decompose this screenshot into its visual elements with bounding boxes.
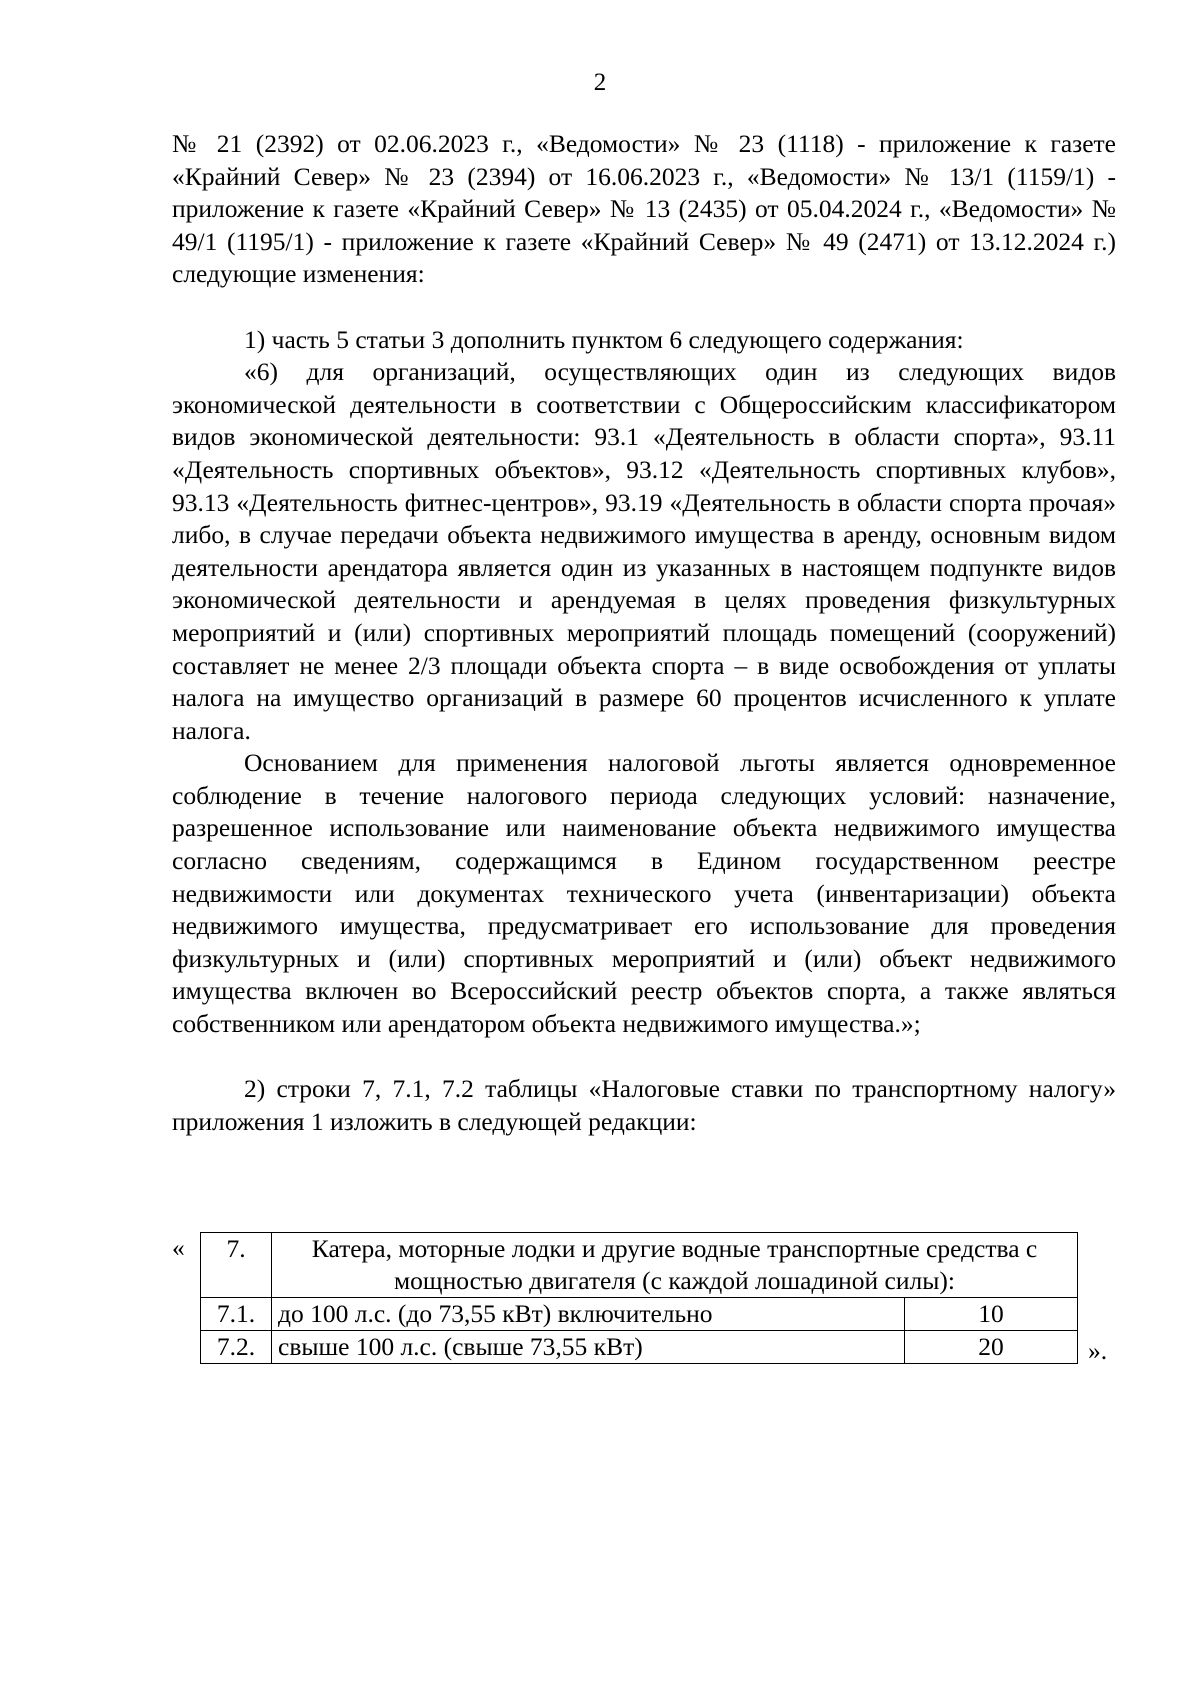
table-row <box>201 1331 1078 1364</box>
row-number: 7.2. <box>201 1331 272 1364</box>
row-rate: 20 <box>905 1331 1078 1364</box>
row-rate: 10 <box>905 1298 1078 1331</box>
paragraph-item-1: 1) часть 5 статьи 3 дополнить пунктом 6 следующего содержания: <box>244 324 964 354</box>
table-open-quote: « <box>172 1233 185 1262</box>
document-body <box>172 128 1116 1138</box>
table-close-quote: ». <box>1088 1336 1108 1365</box>
row-description: Катера, моторные лодки и другие водные транспортные средства с мощностью двигателя (с каждой лошадиной силы): <box>272 1233 1078 1298</box>
paragraph-basis: Основанием для применения налоговой льготы является одновременное соблюдение в течение налогового периода следующих условий: назначение, разрешенное использование или наименование объекта недвижимого имущества согласно сведениям, содержащимся в Едином государственном реестре недвижимости или документах технического учета (инвентаризации) объекта недвижимого имущества, предусматривает его использование для проведения физкультурных и (или) спортивных мероприятий и (или) объект недвижимого имущества включен во Всероссийский реестр объектов спорта, а также являться собственником или арендатором объекта недвижимого имущества.»; <box>172 748 1116 1039</box>
table-row <box>201 1298 1078 1331</box>
paragraph-item-2: 2) строки 7, 7.1, 7.2 таблицы «Налоговые ставки по транспортному налогу» приложения 1 изложить в следующей редакции: <box>172 1074 1116 1136</box>
row-description: свыше 100 л.с. (свыше 73,55 кВт) <box>272 1331 905 1364</box>
row-number: 7.1. <box>201 1298 272 1331</box>
tax-rates-table <box>200 1232 1078 1364</box>
table-row-header <box>201 1233 1078 1298</box>
page-number: 2 <box>593 69 607 96</box>
row-number: 7. <box>201 1233 272 1298</box>
paragraph-continuation: № 21 (2392) от 02.06.2023 г., «Ведомости» № 23 (1118) - приложение к газете «Крайний Север» № 23 (2394) от 16.06.2023 г., «Ведомости» № 13/1 (1159/1) - приложение к газете «Крайний Север» № 13 (2435) от 05.04.2024 г., «Ведомости» № 49/1 (1195/1) - приложение к газете «Крайний Север» № 49 (2471) от 13.12.2024 г.) следующие изменения: <box>172 129 1116 289</box>
row-description: до 100 л.с. (до 73,55 кВт) включительно <box>272 1298 905 1331</box>
paragraph-subitem-6: «6) для организаций, осуществляющих один из следующих видов экономической деятельности в соответствии с Общероссийским классификатором видов экономической деятельности: 93.1 «Деятельность в области спорта», 93.11 «Деятельность спортивных объектов», 93.12 «Деятельность спортивных клубов», 93.13 «Деятельность фитнес-центров», 93.19 «Деятельность в области спорта прочая» либо, в случае передачи объекта недвижимого имущества в аренду, основным видом деятельности арендатора является один из указанных в настоящем подпункте видов экономической деятельности и арендуемая в целях проведения физкультурных мероприятий и (или) спортивных мероприятий площадь помещений (сооружений) составляет не менее 2/3 площади объекта спорта – в виде освобождения от уплаты налога на имущество организаций в размере 60 процентов исчисленного к уплате налога. <box>172 357 1116 745</box>
